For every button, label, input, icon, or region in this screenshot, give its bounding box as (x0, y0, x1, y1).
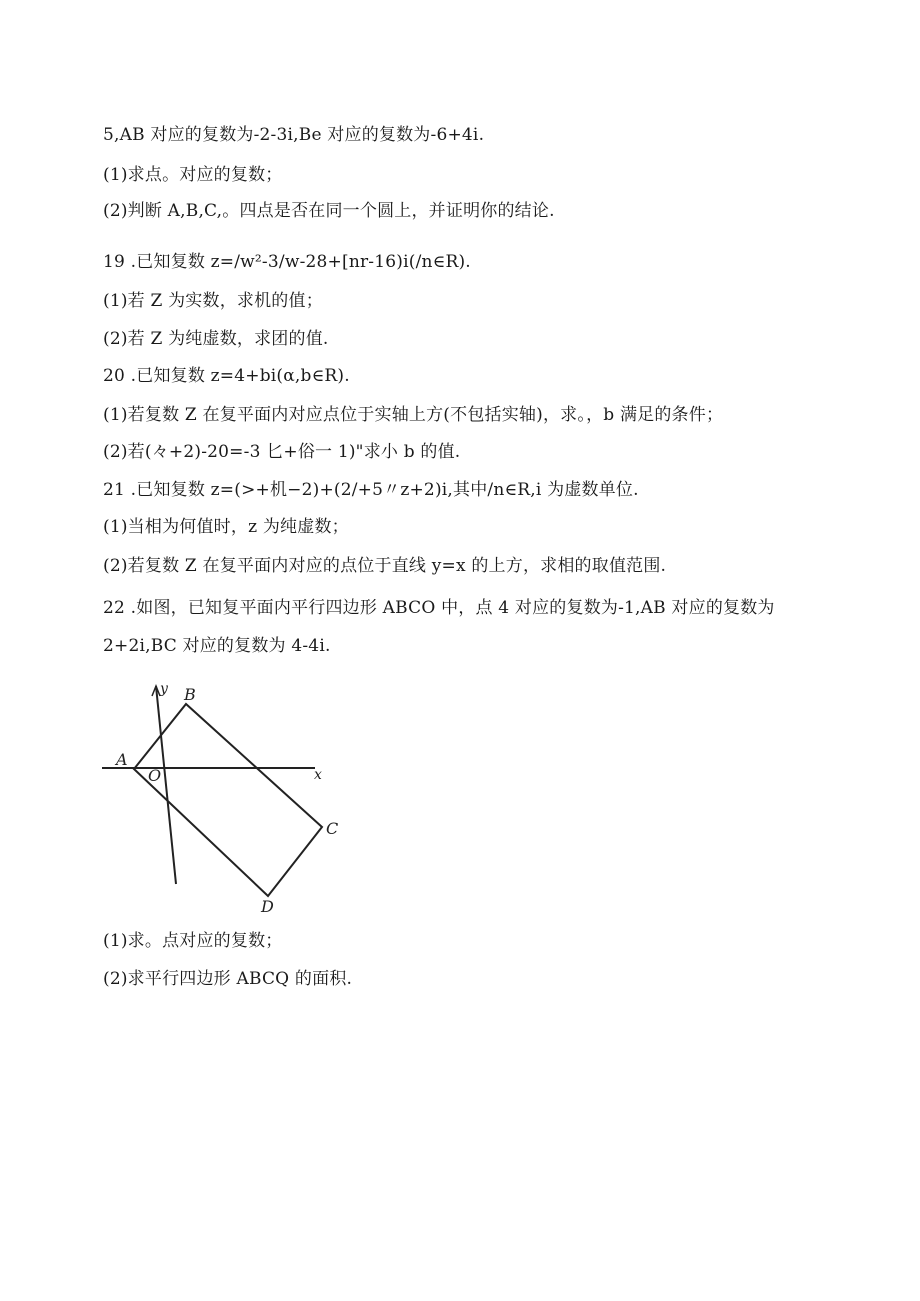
text-line-4: 19 .已知复数 z=/w²-3/w-28+[nr-16)i(/n∈R). (103, 252, 471, 272)
text-line-2: (1)求点。对应的复数； (103, 165, 283, 185)
parallelogram-figure (100, 676, 345, 921)
text-line-10: 21 .已知复数 z=(>+机−2)+(2/+5〃z+2)i,其中/n∈R,i 为虚数单位. (103, 480, 639, 500)
label-a: A (116, 750, 128, 769)
text-line-5: (1)若 Z 为实数，求机的值； (103, 291, 323, 311)
text-line-9: (2)若(々+2)-20=-3 匕+俗一 1)"求小 b 的值. (103, 442, 461, 462)
label-c: C (326, 819, 339, 838)
text-line-13: 22 .如图，已知复平面内平行四边形 ABCO 中，点 4 对应的复数为-1,AB 对应的复数为 (103, 598, 775, 618)
text-line-15: (1)求。点对应的复数； (103, 931, 283, 951)
label-o: O (148, 766, 162, 785)
text-line-7: 20 .已知复数 z=4+bi(α,b∈R). (103, 366, 350, 386)
label-y: y (160, 681, 168, 697)
text-line-12: (2)若复数 Z 在复平面内对应的点位于直线 y=x 的上方，求相的取值范围. (103, 556, 667, 576)
parallelogram-abcd (134, 704, 322, 896)
label-d: D (261, 897, 274, 916)
text-line-16: (2)求平行四边形 ABCQ 的面积. (103, 969, 353, 989)
label-b: B (184, 685, 196, 704)
y-axis (156, 686, 176, 884)
label-x: x (314, 767, 322, 783)
text-line-11: (1)当相为何值时，z 为纯虚数； (103, 517, 349, 537)
text-line-8: (1)若复数 Z 在复平面内对应点位于实轴上方(不包括实轴)，求。，b 满足的条件； (103, 405, 724, 425)
text-line-3: (2)判断 A,B,C,。四点是否在同一个圆上，并证明你的结论. (103, 201, 555, 221)
text-line-14: 2+2i,BC 对应的复数为 4-4i. (103, 636, 331, 656)
text-line-1: 5,AB 对应的复数为-2-3i,Be 对应的复数为-6+4i. (103, 125, 485, 145)
text-line-6: (2)若 Z 为纯虚数，求团的值. (103, 329, 329, 349)
